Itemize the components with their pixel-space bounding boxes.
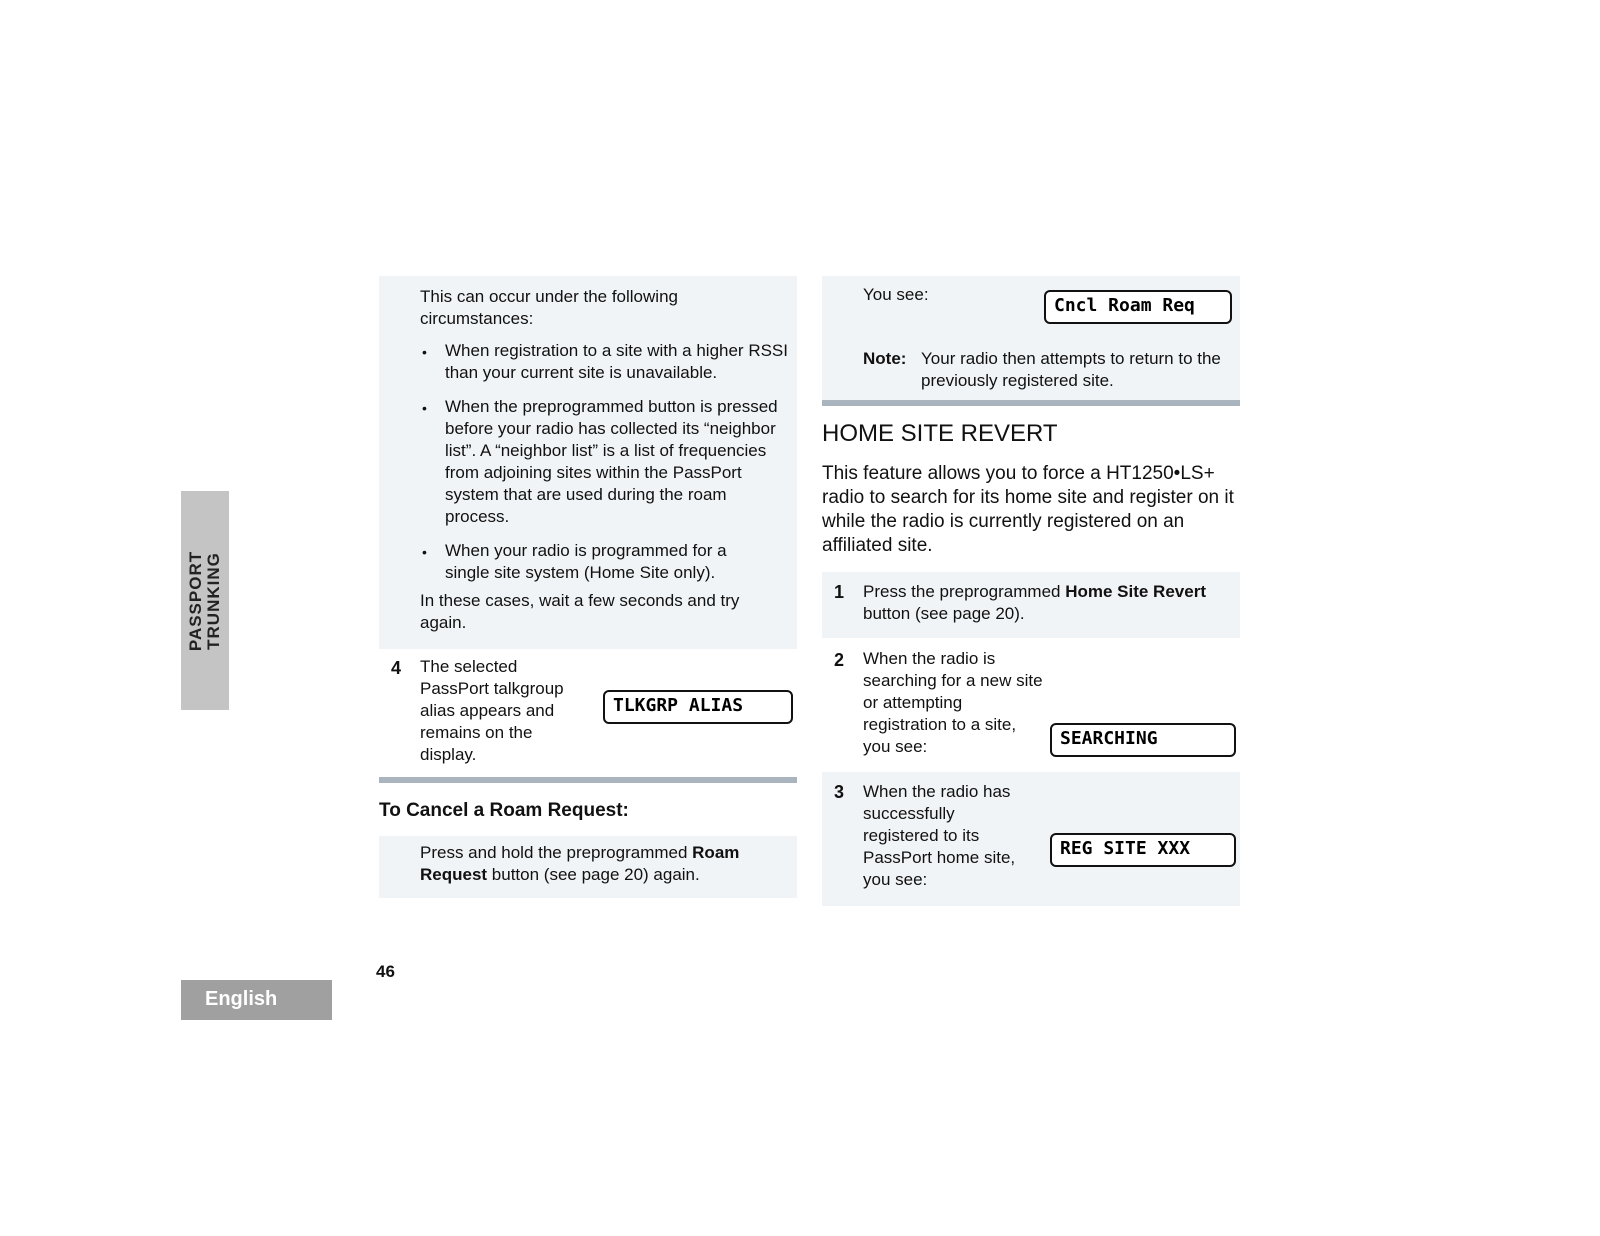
bullet-mark: • <box>422 344 427 360</box>
note-label: Note: <box>863 349 907 368</box>
bullet-item-1: When registration to a site with a higher RSSI than your current site is unavailable. <box>445 341 788 382</box>
step-1-pre: Press the preprogrammed <box>863 582 1066 601</box>
bullet-item-3: When your radio is programmed for a single site system (Home Site only). <box>445 541 727 582</box>
lcd-display: TLKGRP ALIAS <box>603 690 793 724</box>
step-1-post: button (see page 20). <box>863 604 1025 623</box>
you-see-label: You see: <box>863 285 929 304</box>
divider <box>379 777 797 783</box>
section-intro: This feature allows you to force a HT1250•LS+ radio to search for its home site and register on it while the radio is currently registered on an affiliated site. <box>822 463 1234 556</box>
step-number: 3 <box>834 782 845 802</box>
cancel-text-pre: Press and hold the preprogrammed <box>420 843 693 862</box>
step-number: 1 <box>834 582 845 602</box>
step-number: 4 <box>391 658 402 678</box>
circumstances-after: In these cases, wait a few seconds and try again. <box>420 591 740 632</box>
cancel-text-bold: Roam Request <box>420 843 740 884</box>
step-3-text: When the radio has successfully registered to its PassPort home site, you see: <box>863 782 1016 889</box>
circumstances-intro: This can occur under the following circumstances: <box>420 287 678 328</box>
language-tab <box>181 980 332 1020</box>
bullet-item-2: When the preprogrammed button is pressed before your radio has collected its “neighbor list”. A “neighbor list” is a list of frequencies from adjoining sites within the PassPort system that are used during the roam process. <box>445 397 778 526</box>
lcd-display: Cncl Roam Req <box>1044 290 1232 324</box>
lcd-display: REG SITE XXX <box>1050 833 1236 867</box>
cancel-text-post: button (see page 20) again. <box>487 865 700 884</box>
note-text: Your radio then attempts to return to the previously registered site. <box>921 349 1221 390</box>
side-tab-line1: PASSPORT <box>186 550 205 651</box>
cancel-heading: To Cancel a Roam Request: <box>379 800 629 821</box>
side-tab-line2: TRUNKING <box>204 551 223 650</box>
step-1-bold: Home Site Revert <box>1065 582 1206 601</box>
step-4-text: The selected PassPort talkgroup alias appears and remains on the display. <box>420 657 564 764</box>
bullet-mark: • <box>422 544 427 560</box>
step-1-text <box>863 581 1235 625</box>
lcd-display: SEARCHING <box>1050 723 1236 757</box>
cancel-text <box>420 842 790 886</box>
step-number: 2 <box>834 650 845 670</box>
language-tab-label: English <box>205 988 278 1010</box>
section-heading: HOME SITE REVERT <box>822 420 1058 447</box>
bullet-mark: • <box>422 400 427 416</box>
step-2-text: When the radio is searching for a new site or attempting registration to a site, you see: <box>863 649 1043 756</box>
side-tab-passport-trunking <box>181 491 229 710</box>
divider <box>822 400 1240 406</box>
page-number: 46 <box>376 962 395 981</box>
